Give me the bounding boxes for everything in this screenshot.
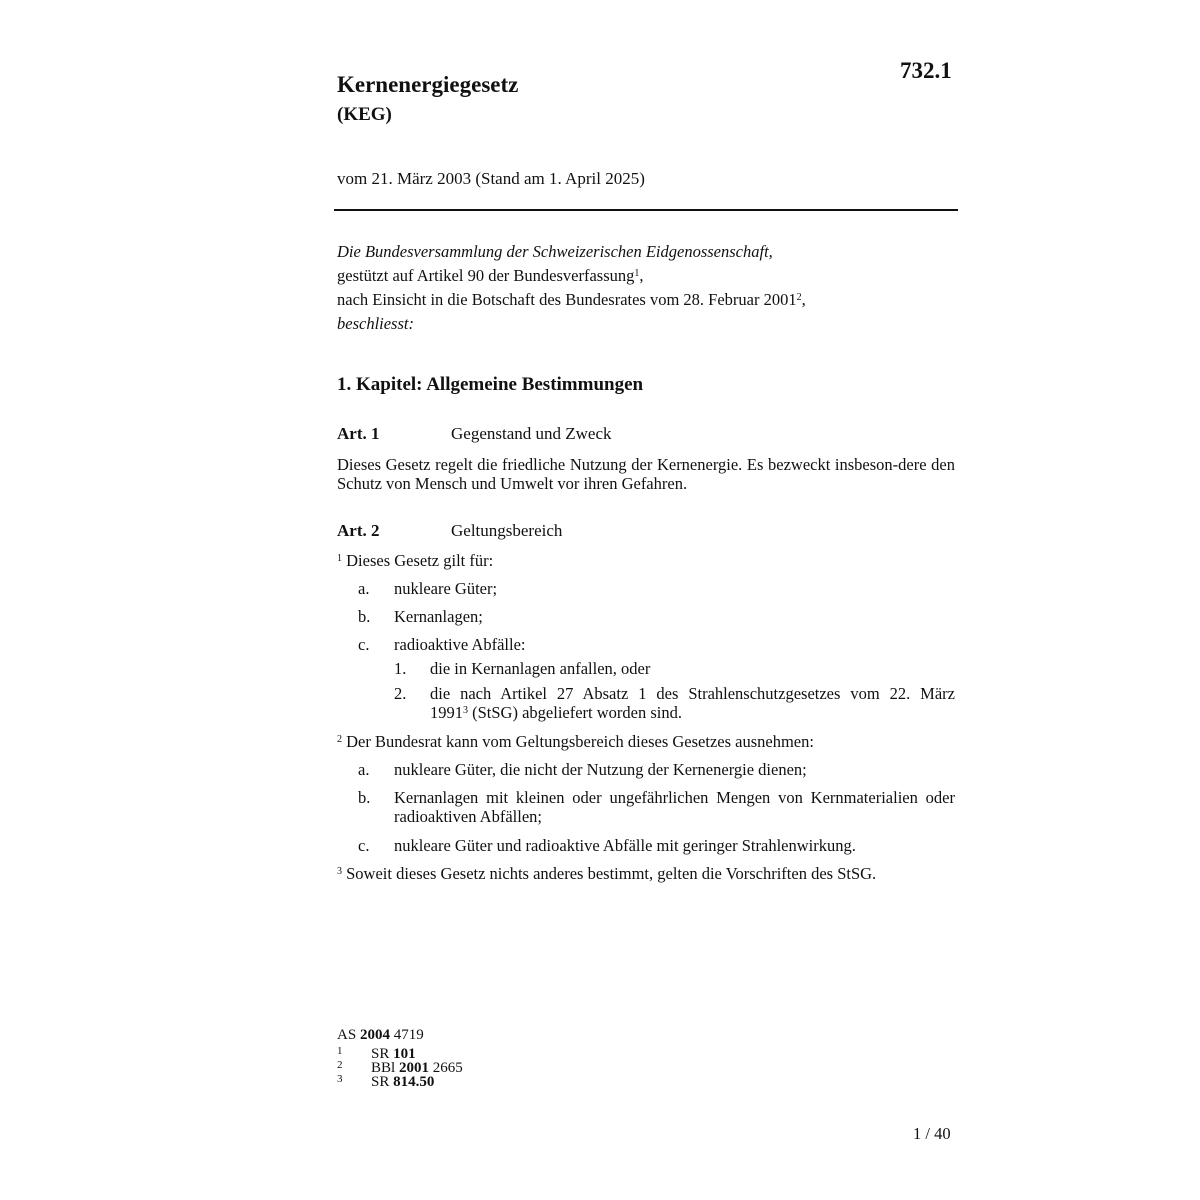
footnotes [337, 1027, 463, 1090]
sublist-label: 2. [394, 684, 407, 703]
law-title: Kernenergiegesetz [337, 72, 519, 97]
article-1-text: Dieses Gesetz regelt die friedliche Nutzung der Kernenergie. Es bezweckt insbeson-dere den Schutz von Mensch und Umwelt vor ihren Gefahren. [337, 455, 955, 493]
article-number: Art. 1 [337, 424, 380, 443]
paragraph-number: 1 [337, 553, 342, 564]
paragraph-3: $^3$ Soweit dieses Gesetz nichts anderes bestimmt, gelten die Vorschriften des StSG. [337, 864, 877, 883]
preamble-line-3: nach Einsicht in die Botschaft des Bundesrates vom 28. Februar 2001$^2$, [337, 290, 806, 309]
as-reference: AS 2004 4719 [337, 1027, 424, 1043]
article-number: Art. 2 [337, 521, 380, 540]
law-abbreviation: (KEG) [337, 104, 392, 125]
chapter-heading: 1. Kapitel: Allgemeine Bestimmungen [337, 374, 644, 395]
paragraph-number: 2 [337, 734, 342, 745]
sr-number: 732.1 [900, 58, 952, 83]
list-item: nukleare Güter und radioaktive Abfälle mit geringer Strahlenwirkung. [394, 836, 856, 855]
footnote-item: 1 SR 101 [337, 1045, 416, 1062]
article-1-heading [337, 424, 957, 446]
footnote-ref-1[interactable]: 1 [634, 268, 640, 279]
date-line: vom 21. März 2003 (Stand am 1. April 2025) [337, 169, 645, 188]
preamble-line-4: beschliesst: [337, 314, 414, 333]
sublist-label: 1. [394, 659, 407, 678]
article-title: Gegenstand und Zweck [451, 424, 612, 443]
paragraph-number: 3 [337, 866, 342, 877]
page-number: 1 / 40 [913, 1124, 951, 1143]
article-title: Geltungsbereich [451, 521, 563, 540]
footnote-ref-3[interactable]: 3 [463, 705, 468, 716]
list-label: c. [358, 836, 370, 855]
list-item: radioaktive Abfälle: [394, 635, 526, 654]
list-label: b. [358, 607, 371, 626]
preamble-line-2: gestützt auf Artikel 90 der Bundesverfassung$^1$, [337, 266, 644, 285]
paragraph-2: $^2$ Der Bundesrat kann vom Geltungsbereich dieses Gesetzes ausnehmen: [337, 732, 814, 751]
preamble [337, 240, 957, 336]
article-2-heading [337, 521, 957, 543]
sublist-item: die nach Artikel 27 Absatz 1 des Strahlenschutzgesetzes vom 22. März 1991$^3$ (StSG) abgeliefert worden sind. [430, 684, 955, 722]
list-label: a. [358, 760, 370, 779]
preamble-line-1: Die Bundesversammlung der Schweizerischen Eidgenossenschaft, [337, 242, 773, 261]
footnote-item: 2 BBl 2001 2665 [337, 1059, 463, 1076]
list-label: a. [358, 579, 370, 598]
list-item: Kernanlagen; [394, 607, 483, 626]
footnote-item: 3 SR 814.50 [337, 1073, 435, 1090]
list-item: nukleare Güter; [394, 579, 498, 598]
list-label: b. [358, 788, 371, 807]
sublist-item: die in Kernanlagen anfallen, oder [430, 659, 651, 678]
paragraph-1: $^1$ Dieses Gesetz gilt für: [337, 551, 494, 570]
list-item: Kernanlagen mit kleinen oder ungefährlichen Mengen von Kernmaterialien oder radioaktiven Abfällen; [394, 788, 955, 826]
list-item: nukleare Güter, die nicht der Nutzung der Kernenergie dienen; [394, 760, 807, 779]
footnote-ref-2[interactable]: 2 [796, 292, 802, 303]
list-label: c. [358, 635, 370, 654]
header-divider [334, 209, 958, 211]
